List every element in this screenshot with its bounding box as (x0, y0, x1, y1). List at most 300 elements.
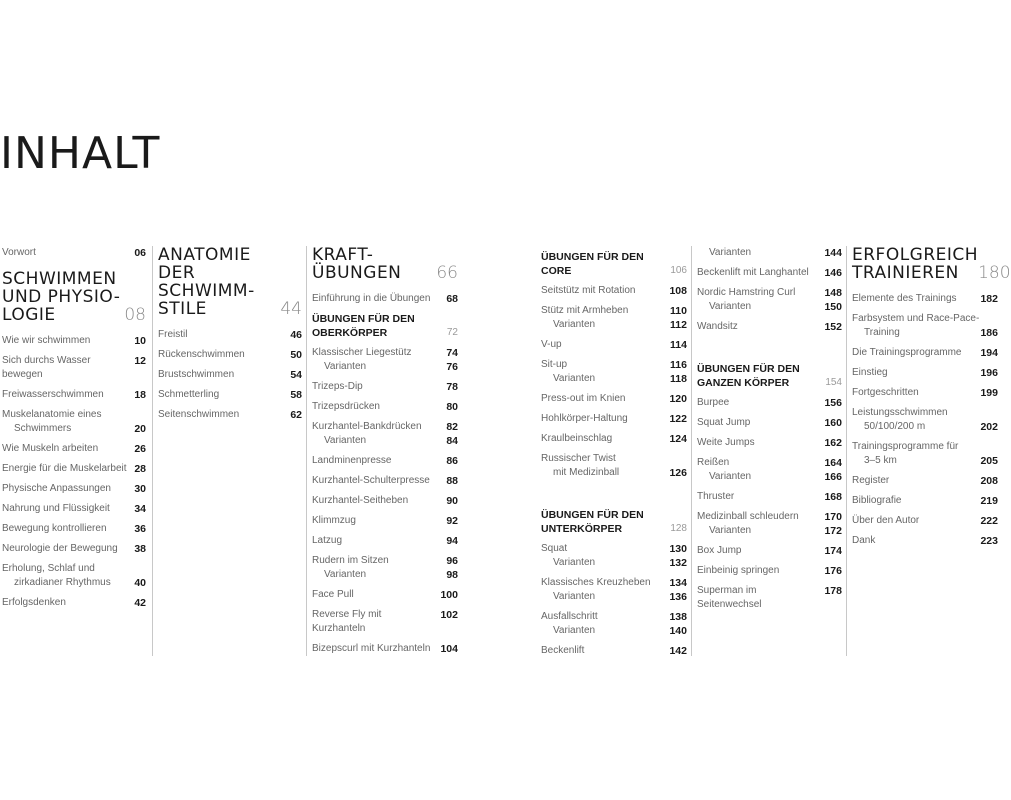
toc-entry[interactable] (697, 584, 842, 612)
toc-entry-row (541, 392, 687, 406)
section-title: ANATOMIE DER SCHWIMM- STILE (158, 245, 255, 319)
entry-title: Medizinball schleudern (697, 511, 799, 522)
section-page-number: 180 (978, 263, 1011, 283)
entry-page-number: 156 (824, 397, 842, 409)
entry-title: Wandsitz (697, 321, 738, 332)
toc-entry-row (541, 542, 687, 556)
toc-entry-row (312, 642, 458, 656)
toc-column (2, 246, 146, 616)
section-title: SCHWIMMEN UND PHYSIO- LOGIE (2, 269, 121, 325)
entry-page-number: 136 (669, 591, 687, 603)
toc-entry[interactable] (697, 490, 842, 504)
toc-entry[interactable] (312, 420, 458, 448)
entry-title: Trainingsprogramme für (852, 441, 959, 452)
toc-entry-row (852, 386, 998, 400)
toc-entry-row (541, 318, 687, 332)
entry-title: Brustschwimmen (158, 369, 235, 380)
entry-title: Vorwort (2, 247, 36, 258)
toc-entry-row (2, 354, 146, 382)
entry-page-number: 20 (134, 423, 146, 435)
entry-page-number: 166 (824, 471, 842, 483)
entry-title: Hohlkörper-Haltung (541, 413, 628, 424)
toc-entry-row (158, 408, 302, 422)
section-heading-row (158, 246, 302, 318)
subsection-page-number: 128 (670, 523, 687, 534)
entry-page-number: 172 (824, 525, 842, 537)
toc-entry-row (2, 462, 146, 476)
toc-entry[interactable] (697, 456, 842, 484)
toc-entry[interactable] (2, 562, 146, 590)
toc-entry-row (312, 608, 458, 636)
toc-entry[interactable] (697, 416, 842, 430)
entry-title: Kurzhantel-Seitheben (312, 495, 409, 506)
entry-title: Einbeinig springen (697, 565, 780, 576)
subsection-heading-row (697, 362, 842, 390)
toc-entry-row (2, 442, 146, 456)
entry-title: Wie Muskeln arbeiten (2, 443, 99, 454)
toc-entry[interactable] (158, 328, 302, 342)
toc-entry-row (697, 246, 842, 260)
entry-page-number: 88 (446, 475, 458, 487)
entry-page-number: 164 (824, 457, 842, 469)
entry-page-number: 30 (134, 483, 146, 495)
toc-entry[interactable] (852, 534, 998, 548)
entry-title: Varianten (553, 373, 596, 384)
entry-title: Einführung in die Übungen (312, 293, 431, 304)
entry-page-number: 132 (669, 557, 687, 569)
section-heading-row (312, 246, 458, 282)
toc-entry[interactable] (852, 386, 998, 400)
toc-entry-row (2, 422, 146, 436)
entry-page-number: 152 (824, 321, 842, 333)
toc-entry-row (541, 590, 687, 604)
toc-entry[interactable] (2, 388, 146, 402)
entry-title: Reverse Fly mit Kurzhanteln (312, 609, 382, 634)
toc-entry[interactable] (2, 502, 146, 516)
toc-entry-row (541, 372, 687, 386)
entry-title: Press-out im Knien (541, 393, 626, 404)
toc-entry[interactable] (312, 400, 458, 414)
toc-entry[interactable] (312, 346, 458, 374)
toc-entry[interactable] (852, 440, 998, 468)
entry-title: Die Trainingsprogramme (852, 347, 962, 358)
entry-title: Wie wir schwimmen (2, 335, 91, 346)
entry-title: Trizepsdrücken (312, 401, 380, 412)
toc-entry-row (852, 420, 998, 434)
toc-entry[interactable] (697, 266, 842, 280)
page-title: INHALT (0, 128, 161, 179)
entry-page-number: 46 (290, 329, 302, 341)
toc-entry[interactable] (697, 246, 842, 260)
subsection-page-number: 154 (825, 377, 842, 388)
entry-title: Bibliografie (852, 495, 902, 506)
entry-page-number: 10 (134, 335, 146, 347)
toc-entry-row (852, 534, 998, 548)
toc-entry[interactable] (697, 564, 842, 578)
subsection-heading (541, 250, 687, 278)
section-spacer (541, 486, 687, 504)
toc-entry[interactable] (312, 494, 458, 508)
entry-title: Nahrung und Flüssigkeit (2, 503, 110, 514)
toc-entry-row (852, 440, 998, 454)
entry-title: Superman im Seitenwechsel (697, 585, 762, 610)
toc-entry-row (158, 348, 302, 362)
entry-title: Weite Jumps (697, 437, 755, 448)
entry-page-number: 110 (670, 305, 687, 317)
toc-entry-row (312, 554, 458, 568)
entry-page-number: 168 (824, 491, 842, 503)
toc-entry[interactable] (852, 494, 998, 508)
entry-title: Varianten (553, 625, 596, 636)
entry-page-number: 178 (824, 585, 842, 597)
entry-title: Register (852, 475, 890, 486)
toc-entry-row (312, 400, 458, 414)
entry-page-number: 144 (824, 247, 842, 259)
toc-entry[interactable] (541, 432, 687, 446)
subsection-title: ÜBUNGEN FÜR DEN CORE (541, 251, 644, 277)
toc-entry[interactable] (312, 588, 458, 602)
entry-page-number: 34 (134, 503, 146, 515)
entry-title: 3–5 km (864, 455, 897, 466)
toc-entry-row (312, 346, 458, 360)
toc-entry[interactable] (852, 514, 998, 528)
toc-entry-row (852, 366, 998, 380)
toc-entry-row (697, 524, 842, 538)
toc-entry[interactable] (2, 246, 146, 260)
toc-entry[interactable] (2, 408, 146, 436)
entry-page-number: 126 (669, 467, 687, 479)
toc-entry-row (852, 406, 998, 420)
entry-page-number: 118 (670, 373, 687, 385)
entry-page-number: 116 (670, 359, 687, 371)
toc-entry[interactable] (312, 534, 458, 548)
toc-entry[interactable] (541, 284, 687, 298)
entry-title: Fortgeschritten (852, 387, 919, 398)
toc-entry-row (852, 514, 998, 528)
entry-title: Beckenlift mit Langhantel (697, 267, 809, 278)
toc-entry-row (312, 494, 458, 508)
toc-entry-row (697, 584, 842, 612)
entry-title: Russischer Twist (541, 453, 616, 464)
toc-entry[interactable] (852, 474, 998, 488)
entry-title: Varianten (553, 557, 596, 568)
entry-page-number: 28 (134, 463, 146, 475)
entry-page-number: 202 (980, 421, 998, 433)
entry-title: Schmetterling (158, 389, 220, 400)
toc-entry-row (697, 416, 842, 430)
toc-column (152, 246, 302, 656)
entry-page-number: 76 (446, 361, 458, 373)
toc-column (306, 246, 458, 656)
toc-entry[interactable] (312, 292, 458, 306)
entry-page-number: 100 (440, 589, 458, 601)
entry-page-number: 18 (134, 389, 146, 401)
subsection-heading-row (541, 250, 687, 278)
toc-entry-row (2, 502, 146, 516)
toc-entry[interactable] (2, 462, 146, 476)
toc-entry-row (312, 514, 458, 528)
entry-title: Varianten (709, 247, 752, 258)
entry-title: Varianten (324, 435, 367, 446)
toc-entry[interactable] (541, 610, 687, 638)
subsection-title: ÜBUNGEN FÜR DEN UNTERKÖRPER (541, 509, 644, 535)
entry-title: Sich durchs Wasser bewegen (2, 355, 91, 380)
entry-title: Einstieg (852, 367, 888, 378)
entry-page-number: 104 (440, 643, 458, 655)
toc-entry-row (2, 482, 146, 496)
toc-entry[interactable] (852, 292, 998, 306)
toc-entry-row (541, 432, 687, 446)
toc-entry-row (158, 328, 302, 342)
entry-title: Nordic Hamstring Curl (697, 287, 796, 298)
entry-title: Klimmzug (312, 515, 356, 526)
entry-page-number: 199 (980, 387, 998, 399)
entry-title: Neurologie der Bewegung (2, 543, 118, 554)
entry-page-number: 124 (669, 433, 687, 445)
toc-entry-row (312, 380, 458, 394)
entry-title: Kurzhantel-Schulterpresse (312, 475, 430, 486)
entry-page-number: 90 (446, 495, 458, 507)
entry-page-number: 86 (446, 455, 458, 467)
section-title: KRAFT- ÜBUNGEN (312, 245, 402, 283)
entry-page-number: 134 (669, 577, 687, 589)
toc-entry-row (541, 556, 687, 570)
entry-title: Face Pull (312, 589, 354, 600)
entry-page-number: 96 (446, 555, 458, 567)
toc-entry-row (312, 474, 458, 488)
toc-entry[interactable] (697, 436, 842, 450)
section-page-number: 66 (436, 263, 458, 283)
toc-entry-row (541, 610, 687, 624)
toc-entry[interactable] (697, 396, 842, 410)
toc-entry-row (697, 510, 842, 524)
toc-entry-row (2, 388, 146, 402)
entry-title: V-up (541, 339, 562, 350)
entry-title: Varianten (709, 471, 752, 482)
toc-entry-row (697, 320, 842, 334)
entry-page-number: 170 (824, 511, 842, 523)
entry-page-number: 82 (446, 421, 458, 433)
entry-page-number: 26 (134, 443, 146, 455)
toc-entry[interactable] (312, 554, 458, 582)
entry-page-number: 176 (824, 565, 842, 577)
toc-entry-row (312, 588, 458, 602)
entry-title: Reißen (697, 457, 730, 468)
section-heading (852, 245, 1011, 283)
entry-page-number: 58 (290, 389, 302, 401)
toc-entry[interactable] (158, 368, 302, 382)
subsection-page-number: 72 (446, 327, 458, 338)
subsection-heading-row (541, 508, 687, 536)
toc-entry-row (2, 562, 146, 576)
entry-title: Über den Autor (852, 515, 920, 526)
entry-title: Klassisches Kreuzheben (541, 577, 651, 588)
entry-title: Varianten (709, 301, 752, 312)
toc-entry[interactable] (312, 380, 458, 394)
entry-title: Seitenschwimmen (158, 409, 240, 420)
toc-entry[interactable] (541, 452, 687, 480)
section-heading-row (852, 245, 1011, 283)
entry-title: Farbsystem und Race-Pace- (852, 313, 980, 324)
entry-title: Klassischer Liegestütz (312, 347, 412, 358)
toc-entry-row (852, 312, 998, 326)
entry-title: Stütz mit Armheben (541, 305, 629, 316)
toc-entry[interactable] (541, 338, 687, 352)
toc-entry[interactable] (541, 644, 687, 658)
entry-title: Seitstütz mit Rotation (541, 285, 636, 296)
toc-entry[interactable] (2, 354, 146, 382)
toc-entry[interactable] (2, 334, 146, 348)
toc-entry-row (158, 368, 302, 382)
toc-entry-row (2, 596, 146, 610)
entry-title: Beckenlift (541, 645, 585, 656)
toc-entry[interactable] (852, 366, 998, 380)
toc-entry[interactable] (158, 388, 302, 402)
entry-title: Bizepscurl mit Kurzhanteln (312, 643, 431, 654)
toc-entry-row (541, 304, 687, 318)
toc-entry[interactable] (312, 642, 458, 656)
toc-entry-row (2, 542, 146, 556)
entry-page-number: 42 (134, 597, 146, 609)
toc-entry-row (158, 388, 302, 402)
toc-entry[interactable] (2, 482, 146, 496)
entry-page-number: 162 (824, 437, 842, 449)
entry-title: zirkadianer Rhythmus (14, 577, 111, 588)
toc-entry-row (697, 564, 842, 578)
toc-entry[interactable] (2, 596, 146, 610)
entry-page-number: 36 (134, 523, 146, 535)
toc-entry-row (312, 534, 458, 548)
section-heading (158, 246, 302, 318)
toc-entry[interactable] (2, 442, 146, 456)
entry-title: Sit-up (541, 359, 568, 370)
entry-title: Freistil (158, 329, 188, 340)
toc-entry-row (541, 644, 687, 658)
entry-page-number: 06 (134, 247, 146, 259)
toc-entry[interactable] (312, 454, 458, 468)
entry-page-number: 92 (446, 515, 458, 527)
entry-title: Trizeps-Dip (312, 381, 363, 392)
subsection-title: ÜBUNGEN FÜR DEN OBERKÖRPER (312, 313, 415, 339)
toc-entry-row (697, 266, 842, 280)
toc-entry[interactable] (312, 514, 458, 528)
toc-entry[interactable] (697, 544, 842, 558)
subsection-heading (697, 362, 842, 390)
toc-entry[interactable] (158, 348, 302, 362)
toc-entry-row (697, 286, 842, 300)
entry-page-number: 208 (980, 475, 998, 487)
toc-entry[interactable] (312, 474, 458, 488)
entry-title: Varianten (553, 591, 596, 602)
toc-entry[interactable] (852, 346, 998, 360)
toc-entry-row (2, 522, 146, 536)
entry-title: Elemente des Trainings (852, 293, 957, 304)
entry-title: Schwimmers (14, 423, 72, 434)
entry-page-number: 62 (290, 409, 302, 421)
entry-page-number: 174 (824, 545, 842, 557)
entry-page-number: 182 (980, 293, 998, 305)
toc-entry[interactable] (852, 406, 998, 434)
entry-title: Latzug (312, 535, 343, 546)
entry-title: Bewegung kontrollieren (2, 523, 107, 534)
toc-entry[interactable] (158, 408, 302, 422)
entry-page-number: 80 (446, 401, 458, 413)
entry-title: 50/100/200 m (864, 421, 926, 432)
toc-entry-row (312, 292, 458, 306)
toc-entry-row (312, 420, 458, 434)
entry-page-number: 68 (446, 293, 458, 305)
toc-entry[interactable] (697, 510, 842, 538)
toc-entry-row (312, 360, 458, 374)
entry-title: Varianten (709, 525, 752, 536)
subsection-title: ÜBUNGEN FÜR DEN GANZEN KÖRPER (697, 363, 800, 389)
toc-entry-row (312, 454, 458, 468)
entry-page-number: 38 (134, 543, 146, 555)
toc-entry[interactable] (697, 320, 842, 334)
entry-title: Erholung, Schlaf und (2, 563, 95, 574)
toc-entry-row (541, 412, 687, 426)
entry-title: Physische Anpassungen (2, 483, 111, 494)
entry-page-number: 50 (290, 349, 302, 361)
toc-entry[interactable] (541, 304, 687, 332)
entry-title: Kurzhantel-Bankdrücken (312, 421, 422, 432)
toc-entry[interactable] (2, 522, 146, 536)
toc-entry[interactable] (541, 392, 687, 406)
toc-entry-row (541, 452, 687, 466)
entry-title: Muskelanatomie eines (2, 409, 102, 420)
entry-page-number: 122 (669, 413, 687, 425)
section-title: ERFOLGREICH TRAINIEREN (852, 245, 979, 283)
entry-page-number: 150 (824, 301, 842, 313)
toc-entry[interactable] (312, 608, 458, 636)
toc-entry[interactable] (2, 542, 146, 556)
section-heading (312, 246, 458, 282)
toc-entry-row (697, 456, 842, 470)
toc-entry-row (852, 326, 998, 340)
entry-title: Leistungsschwimmen (852, 407, 948, 418)
entry-page-number: 219 (980, 495, 998, 507)
entry-page-number: 148 (824, 287, 842, 299)
toc-entry-row (697, 544, 842, 558)
toc-entry[interactable] (541, 542, 687, 570)
entry-title: Burpee (697, 397, 730, 408)
entry-page-number: 142 (669, 645, 687, 657)
toc-entry[interactable] (852, 312, 998, 340)
entry-page-number: 40 (134, 577, 146, 589)
toc-entry-row (541, 358, 687, 372)
entry-page-number: 160 (824, 417, 842, 429)
toc-entry-row (541, 338, 687, 352)
entry-title: Freiwasserschwimmen (2, 389, 104, 400)
entry-page-number: 194 (980, 347, 998, 359)
toc-entry-row (2, 334, 146, 348)
toc-entry[interactable] (541, 412, 687, 426)
entry-page-number: 205 (980, 455, 998, 467)
toc-entry[interactable] (697, 286, 842, 314)
entry-title: Erfolgsdenken (2, 597, 66, 608)
toc-entry-row (312, 434, 458, 448)
toc-entry[interactable] (541, 358, 687, 386)
toc-entry-row (852, 292, 998, 306)
toc-entry-row (852, 494, 998, 508)
toc-column (691, 246, 842, 656)
entry-title: Ausfallschritt (541, 611, 598, 622)
toc-entry[interactable] (541, 576, 687, 604)
entry-page-number: 186 (980, 327, 998, 339)
entry-title: Varianten (324, 569, 367, 580)
entry-title: Rudern im Sitzen (312, 555, 389, 566)
subsection-heading (541, 508, 687, 536)
